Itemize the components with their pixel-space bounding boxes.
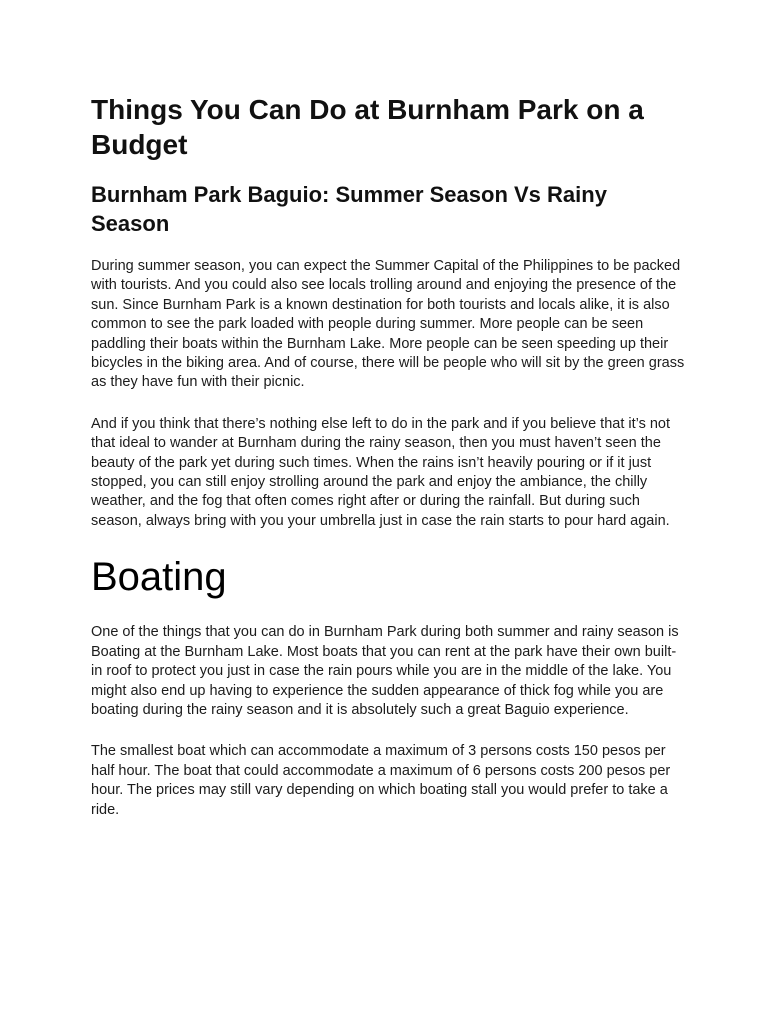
section-subtitle: Burnham Park Baguio: Summer Season Vs Rainy Season	[91, 182, 607, 236]
paragraph-summer: During summer season, you can expect the Summer Capital of the Philippines to be packed with tourists. And you could also see locals trolling around and enjoying the presence of the sun. Since Burnham Park is a known destination for both tourists and locals alike, it is also common to see the park loaded with people during summer. More people can be seen paddling their boats within the Burnham Lake. More people can be seen speeding up their bicycles in the biking area. And of course, there will be people who will sit by the green grass as they have fun with their picnic.	[91, 258, 685, 391]
document-page	[91, 92, 686, 842]
paragraph-boating-intro: One of the things that you can do in Burnham Park during both summer and rainy season is Boating at the Burnham Lake. Most boats that you can rent at the park have their own built-in roof to protect you just in case the rain pours while you are in the middle of the lake. You might also end up having to experience the sudden appearance of thick fog while you are boating during the rainy season and it is absolutely such a great Baguio experience.	[91, 624, 679, 718]
paragraph-boating-prices: The smallest boat which can accommodate a maximum of 3 persons costs 150 pesos per half hour. The boat that could accommodate a maximum of 6 persons costs 200 pesos per hour. The prices may still vary depending on which boating stall you would prefer to take a ride.	[91, 743, 671, 818]
page-title: Things You Can Do at Burnham Park on a Budget	[91, 94, 644, 160]
boating-heading: Boating	[91, 555, 227, 600]
paragraph-rainy: And if you think that there’s nothing else left to do in the park and if you believe that it’s not that ideal to wander at Burnham during the rainy season, then you must haven’t seen the beauty of the park yet during such times. When the rains isn’t heavily pouring or if it just stopped, you can still enjoy strolling around the park and enjoy the ambiance, the chilly weather, and the fog that often comes right after or during the rainfall. But during such season, always bring with you your umbrella just in case the rain starts to pour hard again.	[91, 415, 671, 529]
